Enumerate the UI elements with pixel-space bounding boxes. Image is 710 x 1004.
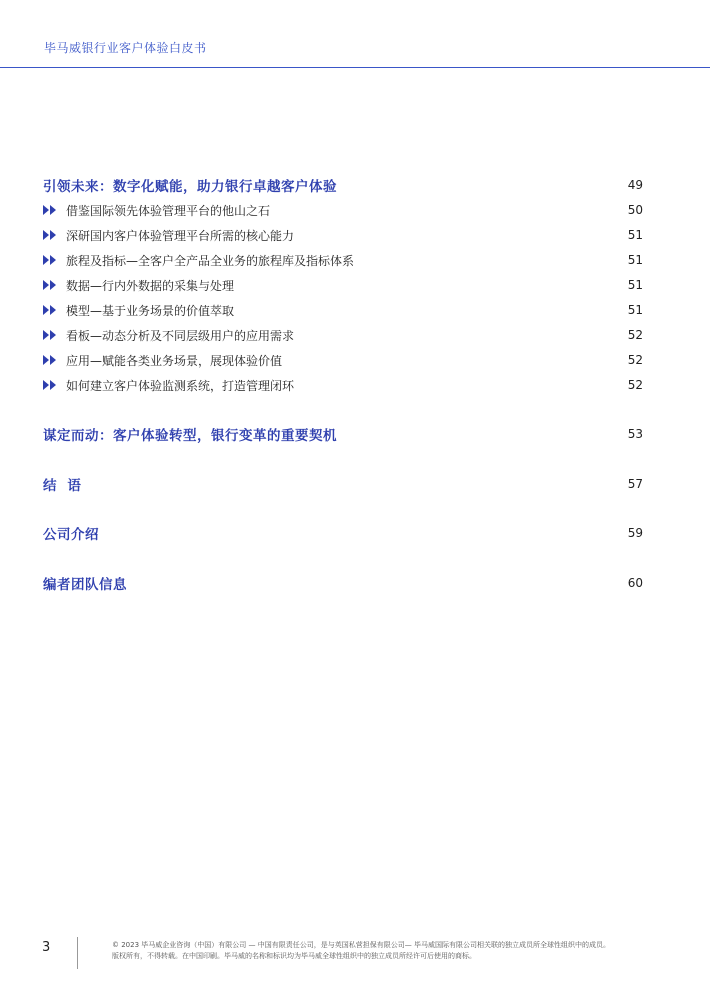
header-divider	[0, 67, 710, 68]
toc-page-number: 52	[627, 378, 643, 392]
toc-page-number: 52	[627, 328, 643, 342]
double-chevron-right-icon	[43, 205, 57, 215]
toc-item[interactable]	[43, 201, 643, 219]
footer-legal-text	[112, 940, 672, 962]
toc-item-title: 应用—赋能各类业务场景，展现体验价值	[66, 353, 283, 368]
toc-item[interactable]	[43, 376, 643, 394]
toc-section-title: 公司介绍	[43, 527, 99, 543]
table-of-contents	[43, 175, 643, 595]
double-chevron-right-icon	[43, 330, 57, 340]
toc-section-1[interactable]	[43, 175, 643, 195]
toc-item[interactable]	[43, 251, 643, 269]
header-title: 毕马威银行业客户体验白皮书	[44, 41, 207, 55]
double-chevron-right-icon	[43, 305, 57, 315]
toc-page-number: 57	[627, 477, 643, 491]
toc-section-title: 编者团队信息	[43, 577, 127, 593]
toc-item[interactable]	[43, 326, 643, 344]
double-chevron-right-icon	[43, 380, 57, 390]
toc-page-number: 51	[627, 303, 643, 317]
double-chevron-right-icon	[43, 255, 57, 265]
toc-section-3[interactable]	[43, 474, 643, 494]
footer-legal-line: © 2023 毕马威企业咨询（中国）有限公司 — 中国有限责任公司，是与英国私营担保有限公司— 毕马威国际有限公司相关联的独立成员所全球性组织中的成员。	[112, 941, 610, 949]
toc-item[interactable]	[43, 351, 643, 369]
toc-page-number: 60	[627, 576, 643, 590]
toc-item-title: 借鉴国际领先体验管理平台的他山之石	[66, 203, 271, 218]
toc-section-title: 结 语	[43, 478, 82, 494]
double-chevron-right-icon	[43, 355, 57, 365]
toc-section-title: 谋定而动：客户体验转型，银行变革的重要契机	[43, 428, 337, 444]
footer-divider	[77, 937, 78, 969]
toc-page-number: 52	[627, 353, 643, 367]
toc-item-title: 看板—动态分析及不同层级用户的应用需求	[66, 328, 295, 343]
toc-page-number: 53	[627, 427, 643, 441]
toc-item[interactable]	[43, 301, 643, 319]
double-chevron-right-icon	[43, 230, 57, 240]
toc-section-4[interactable]	[43, 523, 643, 543]
footer-page-number: 3	[42, 940, 51, 955]
toc-page-number: 51	[627, 253, 643, 267]
toc-section-2[interactable]	[43, 424, 643, 444]
toc-item-title: 数据—行内外数据的采集与处理	[66, 278, 235, 293]
toc-item[interactable]	[43, 276, 643, 294]
toc-page-number: 50	[627, 203, 643, 217]
double-chevron-right-icon	[43, 280, 57, 290]
toc-item-title: 模型—基于业务场景的价值萃取	[66, 303, 235, 318]
toc-section-5[interactable]	[43, 573, 643, 593]
toc-page-number: 51	[627, 278, 643, 292]
toc-item[interactable]	[43, 226, 643, 244]
toc-item-title: 深研国内客户体验管理平台所需的核心能力	[66, 228, 295, 243]
footer-legal-line: 版权所有，不得转载。在中国印刷。毕马威的名称和标识均为毕马威全球性组织中的独立成员所经许可后使用的商标。	[112, 952, 476, 960]
toc-section-title: 引领未来：数字化赋能，助力银行卓越客户体验	[43, 179, 337, 195]
toc-item-title: 如何建立客户体验监测系统，打造管理闭环	[66, 378, 295, 393]
toc-item-title: 旅程及指标—全客户全产品全业务的旅程库及指标体系	[66, 253, 355, 268]
toc-page-number: 49	[627, 178, 643, 192]
toc-page-number: 51	[627, 228, 643, 242]
toc-page-number: 59	[627, 526, 643, 540]
